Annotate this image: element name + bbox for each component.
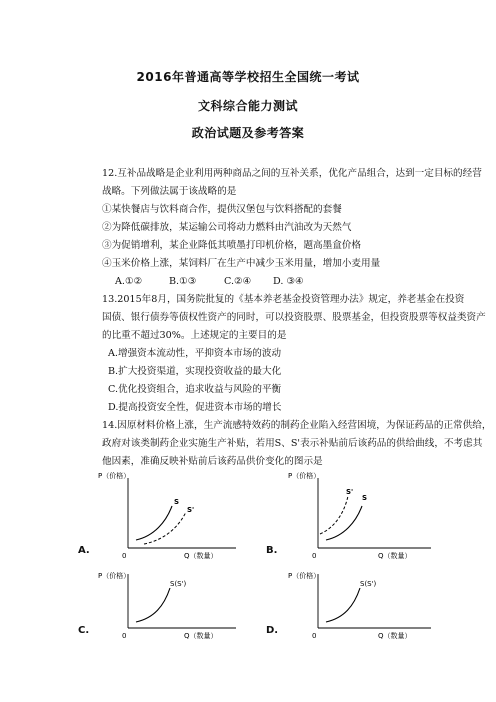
graph-d-supply-chart — [286, 568, 436, 640]
curve-label-s-prime: S' — [346, 488, 354, 496]
q12-stem-line: 战略。下列做法属于该战略的是 — [102, 186, 237, 197]
graph-b-supply-chart — [286, 470, 436, 560]
q12-option-d: D. ③④ — [273, 276, 304, 287]
q13-option-a: A.增强资本流动性，平抑资本市场的波动 — [108, 348, 282, 359]
graph-d-option-label: D. — [266, 625, 279, 636]
supply-curve-s — [326, 588, 360, 622]
q14-stem-line: 政府对该类制药企业实施生产补贴，若用S、S'表示补贴前后该药品的供给曲线，不考虑其 — [102, 438, 483, 449]
q14-stem-line: 14.因原材料价格上涨，生产流感特效药的制药企业陷入经营困境，为保证药品的正常供给， — [102, 420, 492, 431]
y-axis-label: P（价格） — [288, 472, 321, 480]
q12-option-a: A.①② — [115, 276, 143, 287]
curve-label-s: S — [362, 494, 368, 502]
q12-item-2: ②为降低碳排放，某运输公司将动力燃料由汽油改为天然气 — [102, 222, 352, 233]
q13-stem-line: 国债、银行债券等债权性资产的同时，可以投资股票、股票基金，但投资股票等权益类资产 — [102, 312, 486, 323]
graph-a-option-label: A. — [78, 545, 90, 556]
graph-c-supply-chart — [96, 568, 241, 640]
q12-item-4: ④玉米价格上涨，某饲料厂在生产中减少玉米用量，增加小麦用量 — [102, 258, 381, 269]
q12-option-c: C.②④ — [224, 276, 252, 287]
origin-label: 0 — [312, 632, 317, 640]
section-title: 政治试题及参考答案 — [191, 126, 305, 140]
q12-stem-line: 12.互补品战略是企业利用两种商品之间的互补关系，优化产品组合，达到一定目标的经营 — [102, 168, 482, 179]
q12-option-b: B.①③ — [169, 276, 197, 287]
x-axis-label: Q（数量） — [184, 632, 218, 640]
supply-curve-s-prime — [320, 496, 348, 534]
curve-label-s-prime: S' — [187, 506, 195, 514]
x-axis-label: Q（数量） — [184, 552, 218, 560]
curve-label-s: S(S') — [170, 580, 187, 588]
supply-curve-s — [326, 506, 362, 540]
q12-item-3: ③为促销增利，某企业降低其喷墨打印机价格，题高墨盒价格 — [102, 240, 362, 251]
graph-a-supply-chart — [96, 470, 241, 560]
q12-item-1: ①某快餐店与饮料商合作，提供汉堡包与饮料搭配的套餐 — [102, 204, 342, 215]
supply-curve-s — [136, 588, 170, 622]
q13-stem-line: 的比重不超过30%。上述规定的主要目的是 — [102, 330, 287, 341]
q13-option-c: C.优化投资组合，追求收益与风险的平衡 — [108, 384, 282, 395]
paper-subtitle: 文科综合能力测试 — [197, 99, 298, 113]
x-axis-label: Q（数量） — [378, 552, 412, 560]
q13-option-d: D.提高投资安全性，促进资本市场的增长 — [108, 402, 282, 413]
graph-c-option-label: C. — [78, 625, 90, 636]
q14-stem-line: 他因素，准确反映补贴前后该药品供价变化的图示是 — [102, 456, 323, 467]
y-axis-label: P（价格） — [98, 472, 131, 480]
curve-label-s: S — [174, 498, 180, 506]
q13-stem-line: 13.2015年8月，国务院批复的《基本养老基金投资管理办法》规定，养老基金在投资 — [102, 294, 465, 305]
y-axis-label: P（价格） — [288, 572, 321, 580]
curve-label-s: S(S') — [360, 580, 377, 588]
origin-label: 0 — [312, 552, 317, 560]
y-axis-label: P（价格） — [98, 572, 131, 580]
q13-option-b: B.扩大投资渠道，实现投资收益的最大化 — [108, 366, 282, 377]
graph-b-option-label: B. — [266, 545, 278, 556]
supply-curve-s — [136, 506, 172, 540]
supply-curve-s-prime — [144, 512, 186, 544]
exam-title: 2016年普通高等学校招生全国统一考试 — [136, 70, 360, 84]
x-axis-label: Q（数量） — [378, 632, 412, 640]
origin-label: 0 — [122, 552, 127, 560]
origin-label: 0 — [122, 632, 127, 640]
